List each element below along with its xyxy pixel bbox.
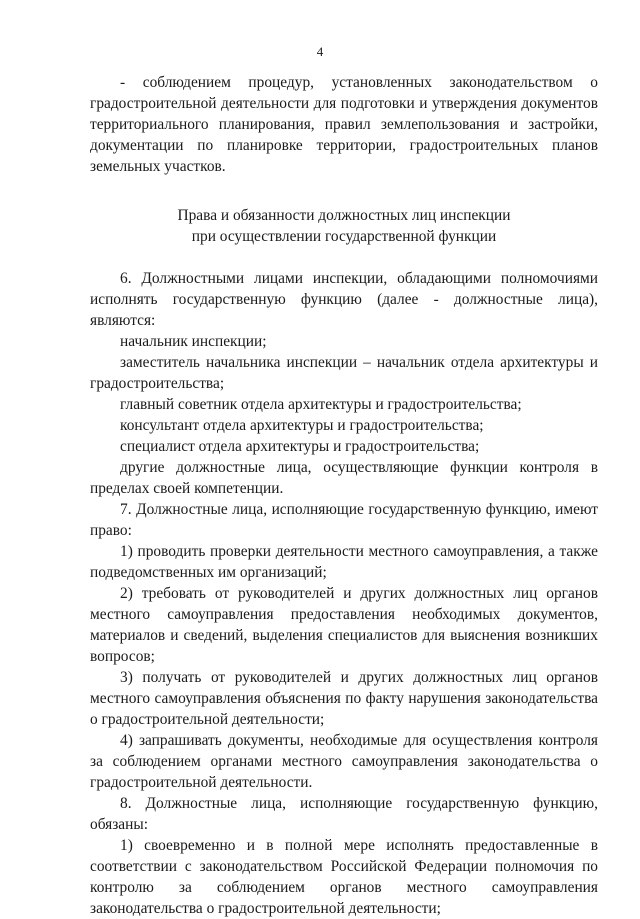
duty-item-1: 1) своевременно и в полной мере исполнять предоставленные в соответствии с законодательством Российской Федерации полномочия по контролю за соблюдением органов местного самоуправления законодательства о градостроительной деятельности; [90, 837, 598, 917]
official-chief-advisor: главный советник отдела архитектуры и градостроительства; [120, 396, 522, 413]
right-item-1: 1) проводить проверки деятельности местного самоуправления, а также подведомственных им организаций; [90, 543, 598, 581]
right-item-4: 4) запрашивать документы, необходимые для осуществления контроля за соблюдением органами местного самоуправления законодательства о градостроительной деятельности. [90, 732, 598, 791]
paragraph-7: 7. Должностные лица, исполняющие государственную функцию, имеют право: [90, 501, 598, 539]
document-body [90, 72, 598, 919]
right-item-2: 2) требовать от руководителей и других должностных лиц органов местного самоуправления предоставления необходимых документов, материалов и сведений, выделения специалистов для выяснения возникших вопросов; [90, 585, 598, 665]
paragraph-6: 6. Должностными лицами инспекции, обладающими полномочиями исполнять государственную функцию (далее - должностные лица), являются: [90, 270, 598, 329]
page-number: 4 [316, 44, 324, 59]
official-deputy-head: заместитель начальника инспекции – начальник отдела архитектуры и градостроительства; [90, 354, 598, 392]
official-other: другие должностные лица, осуществляющие функции контроля в пределах своей компетенции. [90, 459, 598, 497]
section-title-line-1: Права и обязанности должностных лиц инспекции [177, 207, 511, 224]
section-title-line-2: при осуществлении государственной функции [191, 228, 497, 245]
right-item-3: 3) получать от руководителей и других должностных лиц органов местного самоуправления объяснения по факту нарушения законодательства о градостроительной деятельности; [90, 669, 598, 728]
official-head-of-inspection: начальник инспекции; [120, 333, 267, 350]
section-title [90, 205, 598, 247]
official-specialist: специалист отдела архитектуры и градостроительства; [120, 438, 480, 455]
paragraph-8: 8. Должностные лица, исполняющие государственную функцию, обязаны: [90, 795, 598, 833]
intro-paragraph: - соблюдением процедур, установленных законодательством о градостроительной деятельности для подготовки и утверждения документов территориального планирования, правил землепользования и застройки, документации по планировке территории, градостроительных планов земельных участков. [90, 74, 598, 175]
official-consultant: консультант отдела архитектуры и градостроительства; [120, 417, 484, 434]
